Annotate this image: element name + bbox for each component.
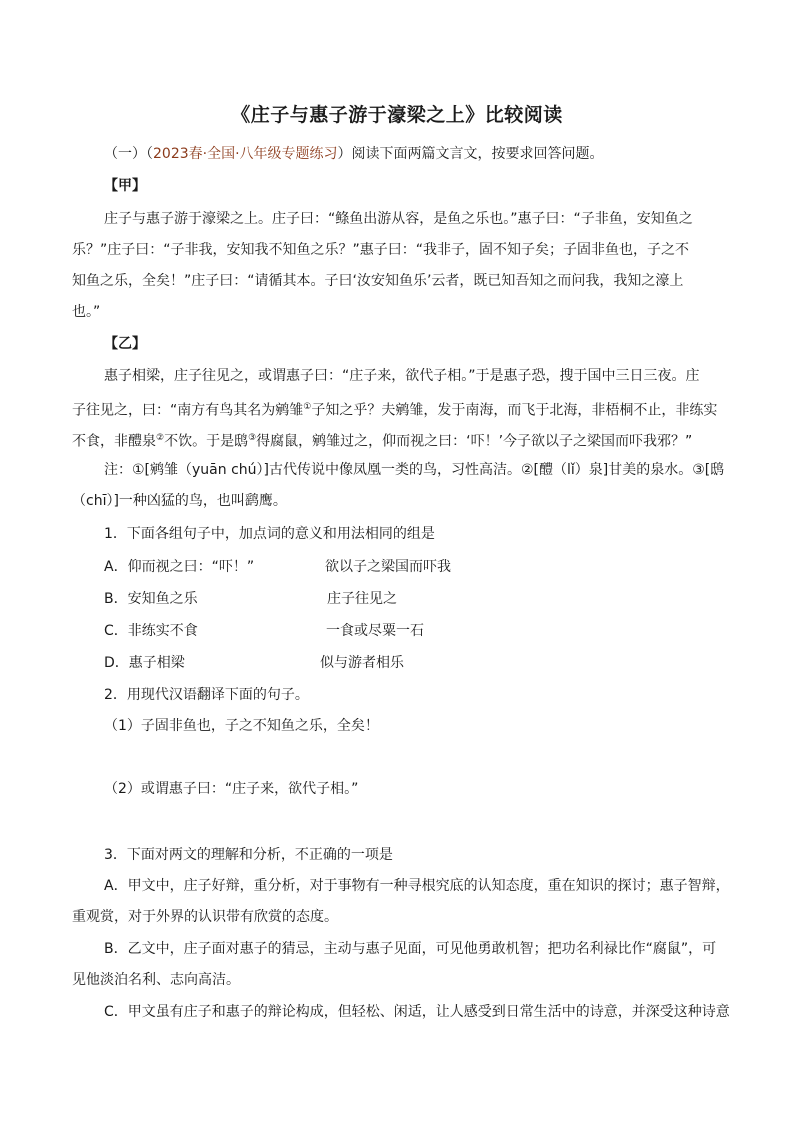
yi-line-3-c: 得腐鼠，鹓雏过之，仰而视之曰：‘吓！’今子欲以子之梁国而吓我邪？” — [256, 433, 693, 450]
q3-option-b-line-1: B．乙文中，庄子面对惠子的猜忌，主动与惠子见面，可见他勇敢机智；把功名利禄比作“腐鼠”，可 — [104, 941, 717, 957]
footnote-marker: ③ — [248, 433, 257, 443]
yi-line-3-b: 不饮。于是鸱 — [164, 433, 249, 450]
intro-suffix: ）阅读下面两篇文言文，按要求回答问题。 — [337, 146, 604, 162]
q1-option-c-right: 一食或尽粟一石 — [326, 623, 424, 639]
q1-option-d-left: D．惠子相梁 — [104, 655, 185, 671]
yi-line-1: 惠子相梁，庄子往见之，或谓惠子曰：“庄子来，欲代子相。”于是惠子恐，搜于国中三日三夜。庄 — [104, 368, 700, 384]
notes-line-2: （chī）]一种凶猛的鸟，也叫鹞鹰。 — [72, 493, 287, 509]
q1-option-d-right: 似与游者相乐 — [320, 655, 404, 671]
yi-line-3 — [72, 428, 692, 452]
jia-line-4: 也。” — [72, 304, 101, 320]
notes-line-1: 注：①[鹓雏（yuān chú）]古代传说中像凤凰一类的鸟，习性高洁。②[醴（lǐ）泉]甘美的泉水。③[鸱 — [104, 462, 725, 478]
page-title: 《庄子与惠子游于濠梁之上》比较阅读 — [231, 104, 563, 126]
intro-line — [104, 144, 604, 164]
q3-option-c-line-1: C．甲文虽有庄子和惠子的辩论构成，但轻松、闲适，让人感受到日常生活中的诗意，并深受这种诗意 — [104, 1004, 730, 1020]
q1-option-a-left: A．仰而视之曰：“吓！” — [104, 559, 255, 575]
q2-item-1: （1）子固非鱼也，子之不知鱼之乐，全矣！ — [104, 718, 379, 734]
footnote-marker: ② — [156, 433, 165, 443]
q1-option-c-left: C．非练实不食 — [104, 623, 198, 639]
jia-line-3: 知鱼之乐，全矣！”庄子曰：“请循其本。子曰‘汝安知鱼乐’云者，既已知吾知之而问我，我知之濠上 — [72, 273, 684, 289]
q1-option-b-left: B．安知鱼之乐 — [104, 591, 198, 607]
q1-stem: 1．下面各组句子中，加点词的意义和用法相同的组是 — [104, 526, 435, 542]
section-yi-header: 【乙】 — [104, 336, 146, 352]
q2-stem: 2．用现代汉语翻译下面的句子。 — [104, 687, 309, 703]
footnote-marker: ① — [303, 402, 312, 412]
jia-line-1: 庄子与惠子游于濠梁之上。庄子曰：“鲦鱼出游从容，是鱼之乐也。”惠子曰：“子非鱼，安知鱼之 — [104, 211, 693, 227]
intro-source: 2023春·全国·八年级专题练习 — [153, 146, 338, 162]
jia-line-2: 乐？”庄子曰：“子非我，安知我不知鱼之乐？”惠子曰：“我非子，固不知子矣；子固非鱼也，子之不 — [72, 242, 690, 258]
q3-option-a-line-1: A．甲文中，庄子好辩，重分析，对于事物有一种寻根究底的认知态度，重在知识的探讨；惠子智辩， — [104, 878, 730, 894]
q3-option-b-line-2: 见他淡泊名利、志向高洁。 — [72, 972, 240, 988]
intro-prefix: （一）（ — [104, 146, 153, 162]
section-jia-header: 【甲】 — [104, 178, 146, 194]
q3-stem: 3．下面对两文的理解和分析，不正确的一项是 — [104, 847, 393, 863]
yi-line-2-a: 子往见之，曰：“南方有鸟其名为鹓雏 — [72, 402, 304, 419]
yi-line-2-b: 子知之乎？夫鹓雏，发于南海，而飞于北海，非梧桐不止，非练实 — [311, 402, 718, 419]
q1-option-a-right: 欲以子之梁国而吓我 — [325, 559, 451, 575]
q3-option-a-line-2: 重观赏，对于外界的认识带有欣赏的态度。 — [72, 909, 338, 925]
yi-line-2 — [72, 397, 717, 421]
q1-option-b-right: 庄子往见之 — [327, 591, 397, 607]
yi-line-3-a: 不食，非醴泉 — [72, 433, 156, 450]
q2-item-2: （2）或谓惠子曰：“庄子来，欲代子相。” — [104, 781, 359, 797]
